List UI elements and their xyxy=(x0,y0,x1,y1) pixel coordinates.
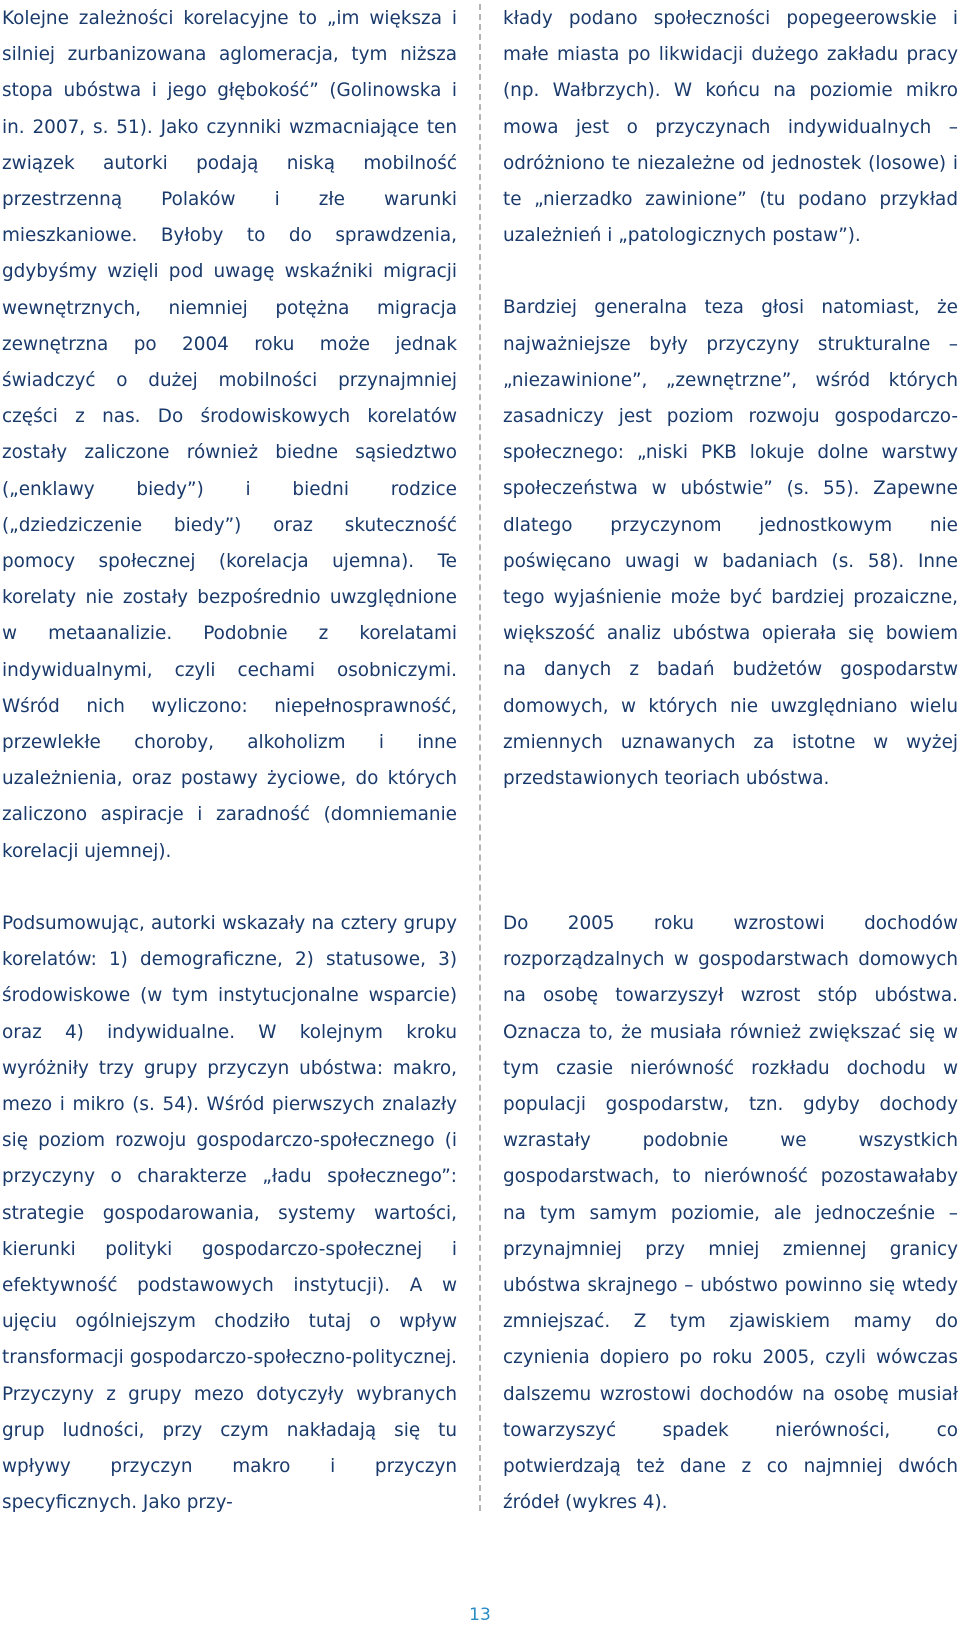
left-column-top xyxy=(2,1,457,870)
paragraph-examples: kłady podano społeczności popegeerowskie i małe miasta po likwidacji dużego zakładu pracy (np. Wałbrzych). W końcu na poziomie mikro mowa jest o przyczynach indywidualnych – odróżniono te niezależne od jednostek (losowe) i te „nierzadko zawinione” (tu podano przykład uzależnień i „patologicznych postaw”). xyxy=(503,8,958,247)
right-column-top xyxy=(503,1,958,797)
paragraph-general-thesis: Bardziej generalna teza głosi natomiast, że najważniejsze były przyczyny strukturalne – „niezawinione”, „zewnętrzne”, wśród których zasadniczy jest poziom rozwoju gospodarczo-społecznego: „niski PKB lokuje dolne warstwy społeczeństwa w ubóstwie” (s. 55). Zapewne dlatego przyczynom jednostkowym nie poświęcano uwagi w badaniach (s. 58). Inne tego wyjaśnienie może być bardziej prozaiczne, większość analiz ubóstwa opierała się bowiem na danych z badań budżetów gospodarstw domowych, w których nie uwzględniano wielu zmiennych uznawanych za istotne w wyżej przedstawionych teoriach ubóstwa. xyxy=(503,297,958,790)
paragraph-summary: Podsumowując, autorki wskazały na cztery grupy korelatów: 1) demograficzne, 2) statusowe, 3) środowiskowe (w tym instytucjonalne wsparcie) oraz 4) indywidualne. W kolejnym kroku wyróżniły trzy grupy przyczyn ubóstwa: makro, mezo i mikro (s. 54). Wśród pierwszych znalazły się poziom rozwoju gospodarczo-społecznego (i przyczyny o charakterze „ładu społecznego”: strategie gospodarowania, systemy wartości, kierunki polityki gospodarczo-społecznej i efektywność podstawowych instytucji). A w ujęciu ogólniejszym chodziło tutaj o wpływ transformacji gospodarczo-społeczno-politycznej. Przyczyny z grupy mezo dotyczyły wybranych grup ludności, przy czym nakładają się tu wpływy przyczyn makro i przyczyn specyficznych. Jako przy- xyxy=(2,913,457,1514)
paragraph-income-growth: Do 2005 roku wzrostowi dochodów rozporządzalnych w gospodarstwach domowych na osobę towarzyszył wzrost stóp ubóstwa. Oznacza to, że musiała również zwiększać się w tym czasie nierówność rozkładu dochodu w populacji gospodarstw, tzn. gdyby dochody wzrastały podobnie we wszystkich gospodarstwach, to nierówność pozostawałaby na tym samym poziomie, ale jednocześnie – przynajmniej przy mniej zmiennej granicy ubóstwa skrajnego – ubóstwo powinno się wtedy zmniejszać. Z tym zjawiskiem mamy do czynienia dopiero po roku 2005, czyli wówczas dalszemu wzrostowi dochodów na osobę musiał towarzyszyć spadek nierówności, co potwierdzają też dane z co najmniej dwóch źródeł (wykres 4). xyxy=(503,913,958,1514)
left-column-bottom xyxy=(2,906,457,1521)
right-column-bottom xyxy=(503,906,958,1521)
column-divider xyxy=(479,4,481,1511)
paragraph-correlates: Kolejne zależności korelacyjne to „im większa i silniej zurbanizowana aglomeracja, tym niższa stopa ubóstwa i jego głębokość” (Golinowska i in. 2007, s. 51). Jako czynniki wzmacniające ten związek autorki podają niską mobilność przestrzenną Polaków i złe warunki mieszkaniowe. Byłoby to do sprawdzenia, gdybyśmy wzięli pod uwagę wskaźniki migracji wewnętrznych, niemniej potężna migracja zewnętrzna po 2004 roku może jednak świadczyć o dużej mobilności przynajmniej części z nas. Do środowiskowych korelatów zostały zaliczone również biedne sąsiedztwo („enklawy biedy”) i biedni rodzice („dziedziczenie biedy”) oraz skuteczność pomocy społecznej (korelacja ujemna). Te korelaty nie zostały bezpośrednio uwzględnione w metaanalizie. Podobnie z korelatami indywidualnymi, czyli cechami osobniczymi. Wśród nich wyliczono: niepełnosprawność, przewlekłe choroby, alkoholizm i inne uzależnienia, oraz postawy życiowe, do których zaliczono aspiracje i zaradność (domniemanie korelacji ujemnej). xyxy=(2,8,457,862)
page-number: 13 xyxy=(469,1605,491,1625)
